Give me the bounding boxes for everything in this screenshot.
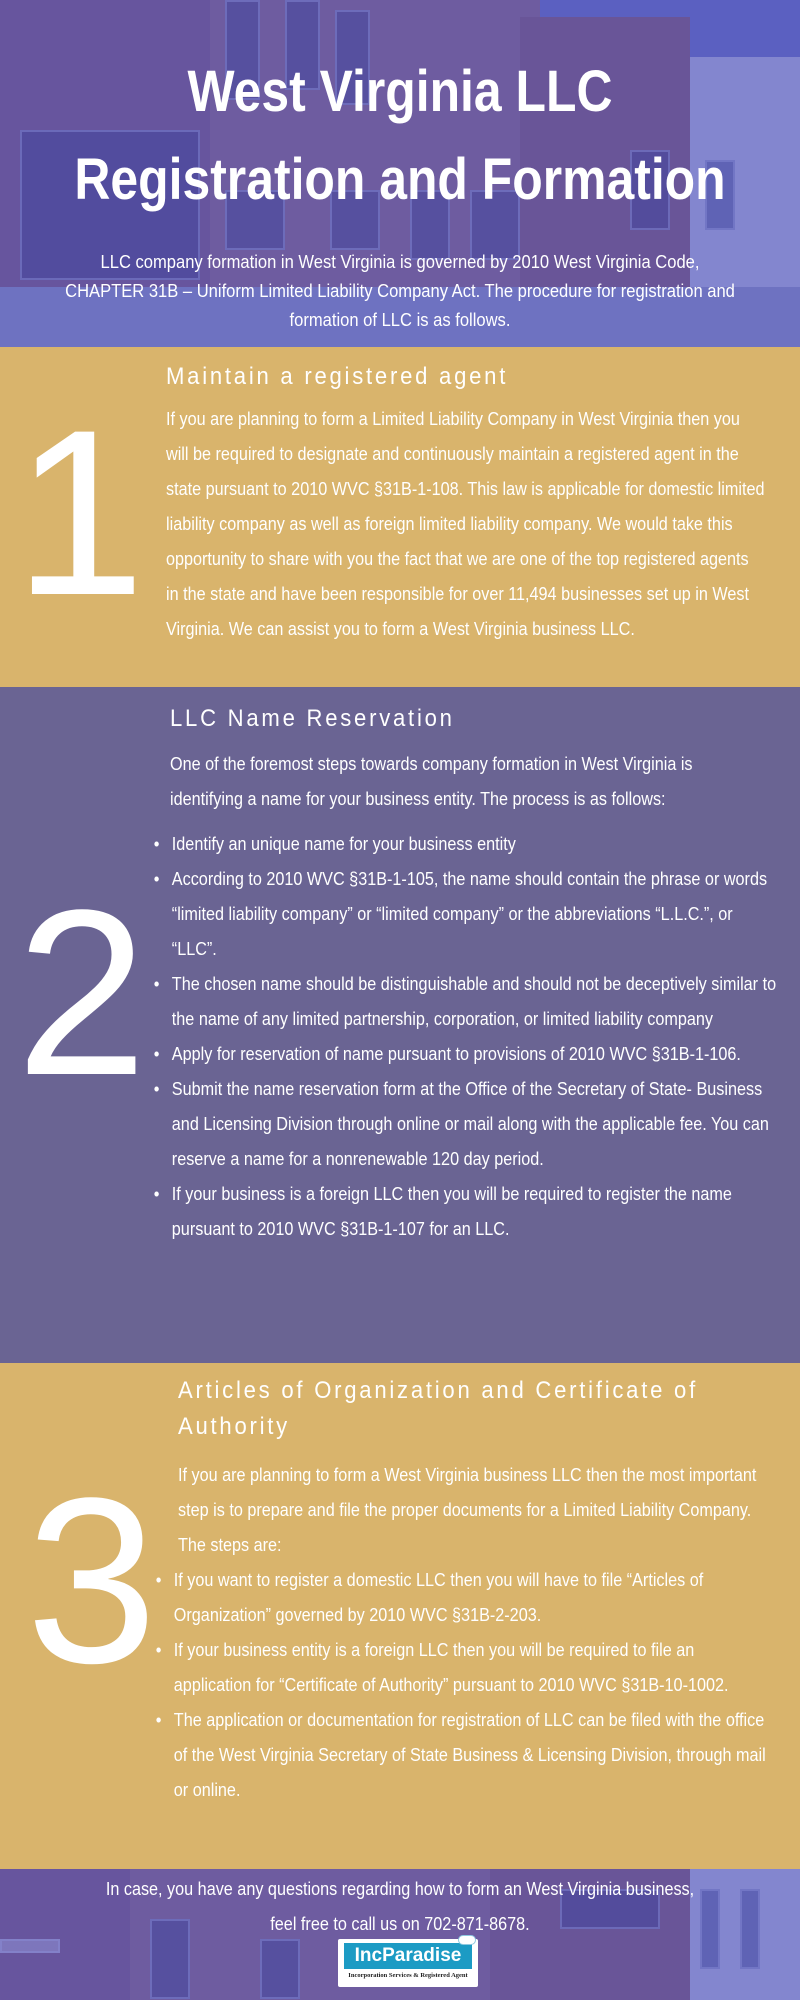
step-2-number: 2 xyxy=(16,861,148,1125)
logo-wordmark: IncParadise xyxy=(344,1943,472,1969)
incparadise-logo[interactable] xyxy=(338,1939,478,1987)
list-item: • According to 2010 WVC §31B-1-105, the name should contain the phrase or words “limited liability company” or “limited company” or the abbreviations “L.L.C.”, or “LLC”. xyxy=(152,862,782,967)
list-item: • If your business is a foreign LLC then you will be required to register the name pursuant to 2010 WVC §31B-1-107 for an LLC. xyxy=(152,1177,782,1247)
list-item: • Apply for reservation of name pursuant to provisions of 2010 WVC §31B-1-106. xyxy=(152,1037,782,1072)
title-line-1: West Virginia LLC xyxy=(187,59,613,124)
step-1-title: Maintain a registered agent xyxy=(166,363,509,390)
step-2-section xyxy=(0,687,800,1363)
step-1-body: If you are planning to form a Limited Liability Company in West Virginia then you will be required to designate and continuously maintain a registered agent in the state pursuant to 2010 WVC §31B-1-108. This law is applicable for domestic limited liability company as well as foreign limited liability company. We would take this opportunity to share with you the fact that we are one of the top registered agents in the state and have been responsible for over 11,494 businesses set up in West Virginia. We can assist you to form a West Virginia business LLC. xyxy=(166,409,765,639)
intro-paragraph: LLC company formation in West Virginia is governed by 2010 West Virginia Code, CHAPTER 31B – Uniform Limited Liability Company Act. The procedure for registration and formation of LLC is as follows. xyxy=(65,252,735,330)
list-item: • The application or documentation for registration of LLC can be filed with the office of the West Virginia Secretary of State Business & Licensing Division, through mail or online. xyxy=(154,1703,775,1808)
page-title xyxy=(56,48,744,224)
logo-tagline: Incorporation Services & Registered Agent xyxy=(348,1972,468,1979)
step-2-list xyxy=(152,827,782,1247)
step-3-number: 3 xyxy=(26,1449,158,1713)
step-3-intro: If you are planning to form a West Virginia business LLC then the most important step is to prepare and file the proper documents for a Limited Liability Company. The steps are: xyxy=(178,1465,757,1555)
title-line-2: Registration and Formation xyxy=(74,147,726,212)
step-1-number: 1 xyxy=(14,381,146,645)
contact-cta: In case, you have any questions regarding how to form an West Virginia business, feel free to call us on 702-871-8678. xyxy=(105,1879,695,1934)
list-item: • If you want to register a domestic LLC then you will have to file “Articles of Organization” governed by 2010 WVC §31B-2-203. xyxy=(154,1563,775,1633)
hero-header xyxy=(0,0,800,347)
list-item: • The chosen name should be distinguishable and should not be deceptively similar to the name of any limited partnership, corporation, or limited liability company xyxy=(152,967,782,1037)
list-item: • If your business entity is a foreign LLC then you will be required to file an application for “Certificate of Authority” pursuant to 2010 WVC §31B-10-1002. xyxy=(154,1633,775,1703)
step-1-section xyxy=(0,347,800,687)
step-2-intro: One of the foremost steps towards company formation in West Virginia is identifying a name for your business entity. The process is as follows: xyxy=(170,754,693,809)
step-2-title: LLC Name Reservation xyxy=(170,705,455,732)
list-item: • Identify an unique name for your business entity xyxy=(152,827,782,862)
cloud-icon xyxy=(458,1935,476,1945)
step-3-list xyxy=(154,1563,775,1808)
step-3-section xyxy=(0,1363,800,1869)
list-item: • Submit the name reservation form at the Office of the Secretary of State- Business and Licensing Division through online or mail along with the applicable fee. You can reserve a name for a nonrenewable 120 day period. xyxy=(152,1072,782,1177)
step-3-title: Articles of Organization and Certificate of Authority xyxy=(178,1377,699,1440)
